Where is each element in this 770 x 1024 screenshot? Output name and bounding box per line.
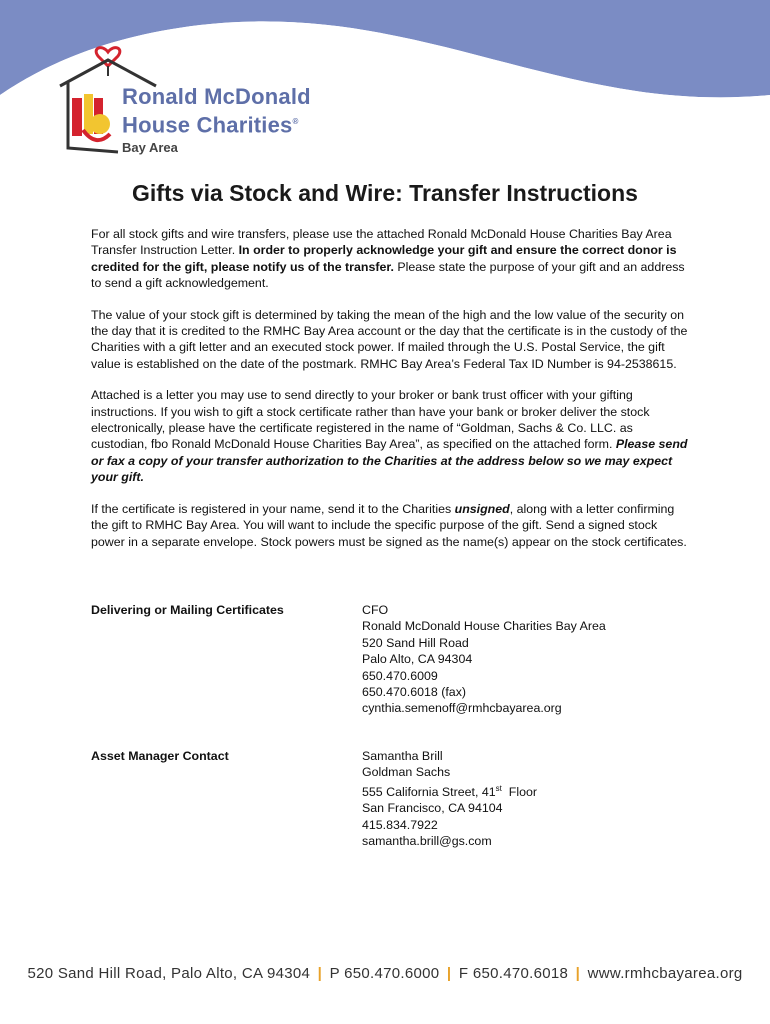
brand-line-2: House Charities® — [122, 112, 299, 138]
delivering-phone: 650.470.6009 — [362, 668, 438, 683]
paragraph-acknowledgement: For all stock gifts and wire transfers, please use the attached Ronald McDonald House Charities Bay Area Transfer Instruction Letter. In order to properly acknowledge your gift and ensure the correct donor is credited for the gift, please notify us of the transfer. Please state the purpose of your gift and an address to send a gift acknowledgement. — [91, 227, 685, 291]
delivering-line: CFO — [362, 603, 389, 617]
asset-manager-name: Samantha Brill — [362, 748, 443, 763]
contacts-section — [91, 602, 691, 880]
asset-manager-contact — [91, 748, 691, 850]
asset-manager-address — [362, 748, 537, 850]
footer-separator: | — [317, 965, 323, 982]
brand-line-1: Ronald McDonald — [122, 84, 311, 109]
paragraph-certificate: If the certificate is registered in your name, send it to the Charities unsigned, along with a letter confirming the gift to RMHC Bay Area. You will want to include the specific purpose of the gift. Send a signed stock power in a separate envelope. Stock powers must be signed as the name(s) appear on the stock certificates. — [91, 501, 687, 549]
footer-separator: | — [446, 965, 452, 982]
paragraph-valuation: The value of your stock gift is determined by taking the mean of the high and the low value of the security on the day that it is credited to the RMHC Bay Area account or the day that the certificate is in the custody of the Charities with a gift letter and an executed stock power. If mailed through the U.S. Postal Service, the gift value is established on the date of the postmark. RMHC Bay Area’s Federal Tax ID Number is 94-2538615. — [91, 307, 688, 371]
asset-manager-phone: 415.834.7922 — [362, 817, 438, 832]
delivering-fax: 650.470.6018 (fax) — [362, 685, 467, 700]
asset-manager-label: Asset Manager Contact — [91, 748, 229, 763]
page-title: Gifts via Stock and Wire: Transfer Instructions — [132, 180, 638, 206]
asset-manager-company: Goldman Sachs — [362, 765, 451, 780]
brand-line-3: Bay Area — [122, 140, 178, 156]
registered-mark: ® — [292, 117, 299, 126]
footer-separator: | — [575, 965, 581, 982]
delivering-contact — [91, 602, 691, 717]
delivering-address — [362, 602, 606, 717]
asset-manager-city: San Francisco, CA 94104 — [362, 801, 503, 816]
brand-wordmark — [122, 84, 311, 155]
delivering-line: 520 Sand Hill Road — [362, 635, 469, 650]
delivering-email: cynthia.semenoff@rmhcbayarea.org — [362, 701, 562, 716]
footer-phone: P 650.470.6000 — [329, 965, 440, 982]
footer-fax: F 650.470.6018 — [458, 965, 569, 982]
paragraph-broker-letter: Attached is a letter you may use to send directly to your broker or bank trust officer with your gifting instructions. If you wish to gift a stock certificate rather than have your bank or broker deliver the stock electronically, please have the certificate registered in the name of “Goldman, Sachs & Co. LLC. as custodian, fbo Ronald McDonald House Charities Bay Area”, as specified on the attached form. Please send or fax a copy of your transfer authorization to the Charities at the address below so we may expect your gift. — [91, 388, 688, 485]
delivering-label: Delivering or Mailing Certificates — [91, 603, 284, 617]
body-text — [91, 226, 691, 565]
footer-website[interactable]: www.rmhcbayarea.org — [587, 965, 743, 982]
footer-contact-bar — [0, 965, 770, 982]
delivering-line: Ronald McDonald House Charities Bay Area — [362, 619, 606, 634]
footer-address: 520 Sand Hill Road, Palo Alto, CA 94304 — [27, 965, 311, 982]
delivering-line: Palo Alto, CA 94304 — [362, 652, 473, 667]
asset-manager-street: 555 California Street, 41st Floor — [362, 783, 537, 799]
asset-manager-email: samantha.brill@gs.com — [362, 834, 492, 848]
